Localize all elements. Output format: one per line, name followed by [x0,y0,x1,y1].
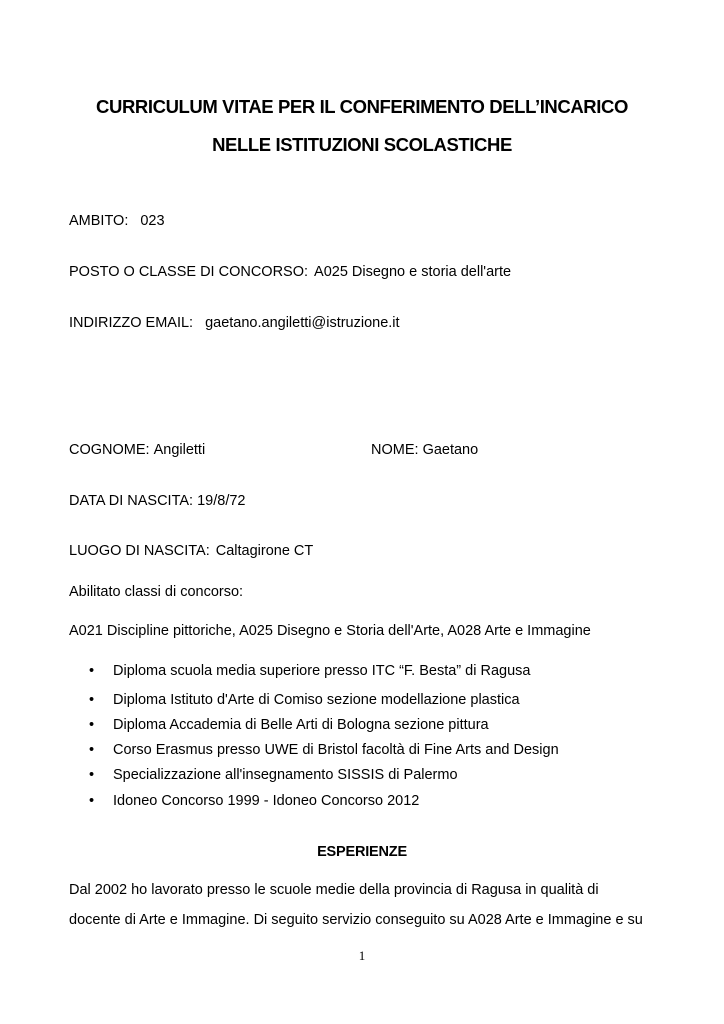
nome-row [371,442,478,458]
posto-label: POSTO O CLASSE DI CONCORSO: [69,264,309,280]
email-label: INDIRIZZO EMAIL: [69,315,194,331]
luogo-nascita-value: Caltagirone CT [215,543,314,559]
esperienze-heading: ESPERIENZE [317,844,407,860]
esperienze-paragraph-line-2: docente di Arte e Immagine. Di seguito servizio conseguito su A028 Arte e Immagine e su [69,912,643,928]
bullet-icon: • [89,663,95,679]
ambito-value: 023 [140,213,165,229]
bullet-icon: • [89,793,95,809]
nome-label: NOME: [371,442,419,458]
list-item-text: Corso Erasmus presso UWE di Bristol facoltà di Fine Arts and Design [113,742,559,758]
email-value: gaetano.angiletti@istruzione.it [205,315,400,331]
abilitato-label: Abilitato classi di concorso: [69,584,244,600]
posto-value: A025 Disegno e storia dell'arte [314,264,512,280]
data-nascita-label: DATA DI NASCITA: [69,493,194,509]
posto-row [69,264,511,280]
esperienze-paragraph-line-1: Dal 2002 ho lavorato presso le scuole medie della provincia di Ragusa in qualità di [69,882,599,898]
cognome-label: COGNOME: [69,442,150,458]
list-item-text: Diploma Accademia di Belle Arti di Bologna sezione pittura [113,717,489,733]
ambito-row [69,213,165,229]
document-title-line-2: NELLE ISTITUZIONI SCOLASTICHE [212,134,512,155]
bullet-icon: • [89,742,95,758]
bullet-icon: • [89,767,95,783]
nome-value: Gaetano [422,442,479,458]
bullet-icon: • [89,717,95,733]
ambito-label: AMBITO: [69,213,129,229]
cognome-row [69,442,205,458]
list-item-text: Diploma Istituto d'Arte di Comiso sezione modellazione plastica [113,692,520,708]
document-title-line-1: CURRICULUM VITAE PER IL CONFERIMENTO DELL’INCARICO [96,96,628,117]
bullet-icon: • [89,692,95,708]
luogo-nascita-row [69,543,313,559]
list-item-text: Diploma scuola media superiore presso ITC “F. Besta” di Ragusa [113,663,531,679]
cognome-value: Angiletti [153,442,206,458]
abilitato-classi: A021 Discipline pittoriche, A025 Disegno e Storia dell'Arte, A028 Arte e Immagine [69,623,591,639]
luogo-nascita-label: LUOGO DI NASCITA: [69,543,210,559]
list-item-text: Specializzazione all'insegnamento SISSIS di Palermo [113,767,458,783]
page-number: 1 [358,948,366,963]
email-row [69,315,400,331]
list-item-text: Idoneo Concorso 1999 - Idoneo Concorso 2012 [113,793,420,809]
data-nascita-row [69,493,246,509]
data-nascita-value: 19/8/72 [197,493,246,509]
